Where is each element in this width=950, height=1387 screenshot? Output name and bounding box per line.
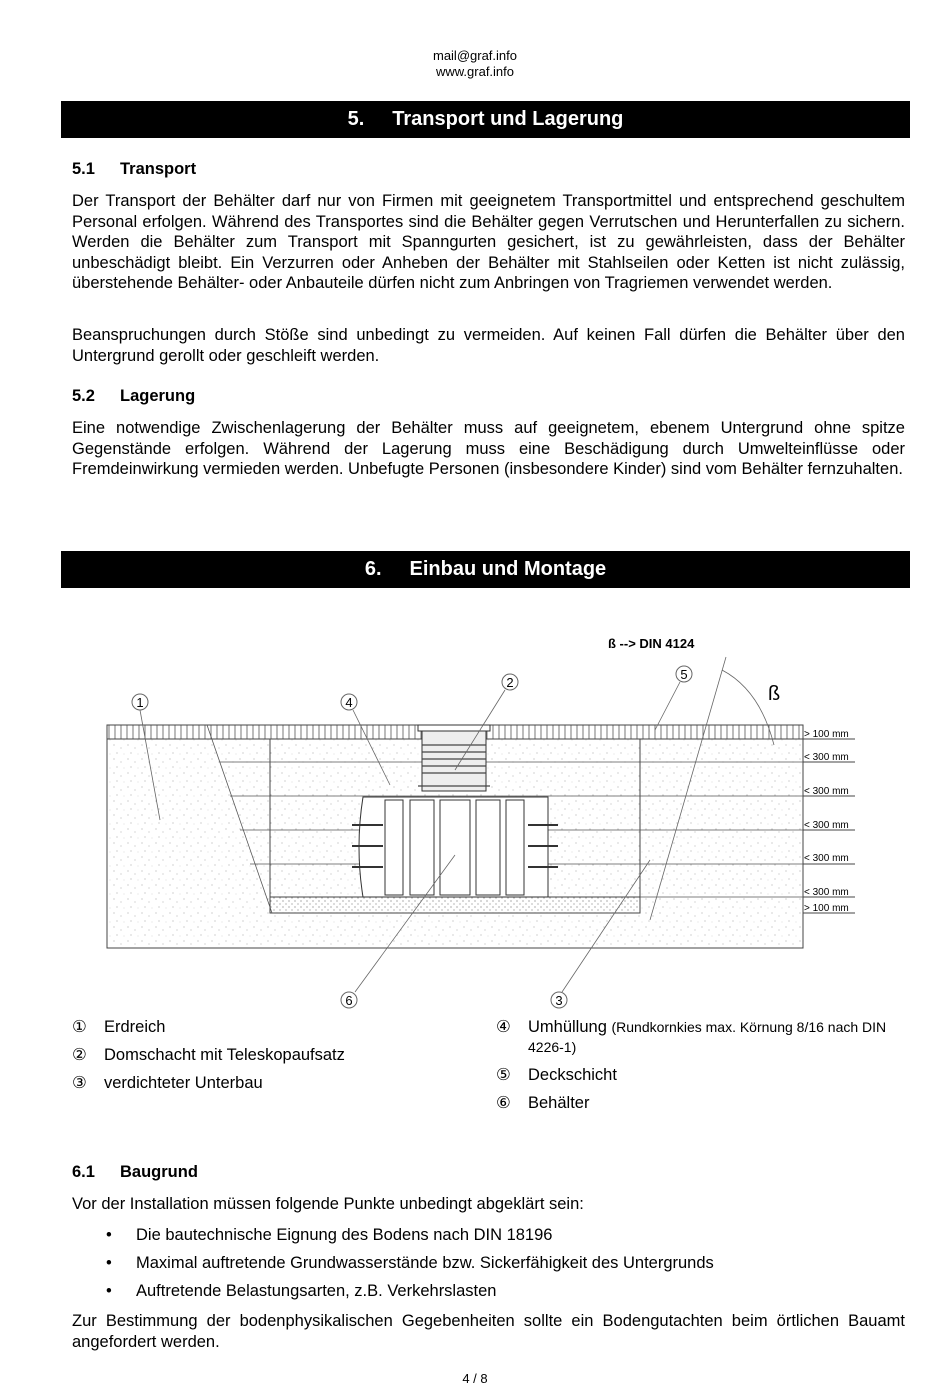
dim-label: < 300 mm (804, 853, 849, 864)
heading-5-2 (72, 387, 195, 406)
callout-1: 1 (136, 695, 144, 710)
heading-number: 6.1 (72, 1163, 95, 1181)
callout-5: 5 (680, 667, 688, 682)
legend-label: Deckschicht (528, 1066, 617, 1084)
legend-mark: ⑤ (496, 1066, 511, 1084)
header-email: mail@graf.info (432, 48, 517, 63)
dim-label: < 300 mm (804, 786, 849, 797)
paragraph: Vor der Installation müssen folgende Punkte unbedingt abgeklärt sein: (72, 1195, 584, 1213)
heading-title: Transport (120, 160, 197, 178)
legend-item (496, 1065, 906, 1093)
legend-mark: ③ (72, 1074, 87, 1092)
list-item: • Auftretende Belastungsarten, z.B. Verkehrslasten (72, 1277, 905, 1305)
legend-label: Behälter (528, 1094, 590, 1112)
beta-din-note: ß --> DIN 4124 (608, 636, 695, 651)
heading-5-1 (72, 160, 196, 179)
paragraph: Der Transport der Behälter darf nur von Firmen mit geeignetem Transportmittel und entsprechend geschultem Personal erfolgen. Während des Transportes sind die Behälter gegen Verrutschen und Herunterfallen zu sichern. Werden die Behälter zum Transport mit Spanngurten gesichert, ist zu gewährleisten, dass der Behälter unbeschädigt bleibt. Ein Verzurren oder Anheben der Behälter mit Stahlseilen oder Ketten ist nicht zulässig, überstehende Behälter- oder Anbauteile dürfen nicht zum Anbringen von Tragriemen verwendet werden. (72, 192, 905, 292)
legend-mark: ① (72, 1018, 87, 1036)
section-6-heading (61, 551, 910, 588)
section-title: Einbau und Montage (409, 558, 607, 580)
section-number: 6. (364, 558, 382, 580)
page-number: 4 / 8 (462, 1371, 488, 1386)
list-item: • Die bautechnische Eignung des Bodens nach DIN 18196 (72, 1221, 905, 1249)
dim-label: < 300 mm (804, 752, 849, 763)
legend-item (72, 1017, 345, 1045)
section-number: 5. (347, 108, 365, 130)
heading-title: Baugrund (120, 1163, 198, 1181)
heading-6-1 (72, 1163, 198, 1182)
header-web: www.graf.info (435, 64, 515, 79)
callout-6: 6 (345, 993, 353, 1008)
legend-label: Umhüllung (528, 1018, 607, 1036)
bullet-list (72, 1221, 905, 1305)
callout-2: 2 (506, 675, 514, 690)
dim-label: < 300 mm (804, 820, 849, 831)
paragraph: Zur Bestimmung der bodenphysikalischen Gegebenheiten sollte ein Bodengutachten beim örtlichen Bauamt angefordert werden. (72, 1312, 905, 1351)
legend-label: Domschacht mit Teleskopaufsatz (104, 1046, 345, 1064)
dimension-labels (803, 729, 855, 914)
legend-left (72, 1017, 345, 1101)
heading-number: 5.2 (72, 387, 95, 405)
heading-title: Lagerung (120, 387, 196, 405)
dim-label: > 100 mm (804, 729, 849, 740)
legend-mark: ⑥ (496, 1094, 511, 1112)
installation-diagram (0, 600, 950, 1020)
legend-item (496, 1093, 906, 1121)
list-item: • Maximal auftretende Grundwasserstände bzw. Sickerfähigkeit des Untergrunds (72, 1249, 905, 1277)
legend-label: Erdreich (104, 1018, 166, 1036)
legend-mark: ④ (496, 1018, 511, 1036)
legend-item (72, 1045, 345, 1073)
beta-angle-label: ß (768, 683, 781, 705)
callout-4: 4 (345, 695, 353, 710)
paragraph: Beanspruchungen durch Stöße sind unbedingt zu vermeiden. Auf keinen Fall dürfen die Behälter über den Untergrund gerollt oder geschleift werden. (72, 326, 905, 365)
legend-note: (Rundkornkies max. Körnung 8/16 nach DIN 4226-1) (528, 1019, 887, 1055)
heading-number: 5.1 (72, 160, 95, 178)
dim-label: < 300 mm (804, 887, 849, 898)
legend-item (72, 1073, 345, 1101)
dim-label: > 100 mm (804, 903, 849, 914)
section-5-heading (61, 101, 910, 138)
legend-mark: ② (72, 1046, 87, 1064)
base-layer (270, 897, 640, 913)
legend-item (496, 1017, 906, 1057)
paragraph: Eine notwendige Zwischenlagerung der Behälter muss auf geeignetem, ebenem Untergrund ohne spitze Gegenstände erfolgen. Während der Lagerung muss eine Beschädigung durch Umwelteinflüsse oder Fremdeinwirkung vermieden werden. Unbefugte Personen (insbesondere Kinder) sind vom Behälter fernzuhalten. (72, 419, 905, 478)
callout-3: 3 (555, 993, 563, 1008)
section-title: Transport und Lagerung (392, 108, 624, 130)
legend-right (496, 1017, 906, 1121)
legend-label: verdichteter Unterbau (104, 1074, 263, 1092)
